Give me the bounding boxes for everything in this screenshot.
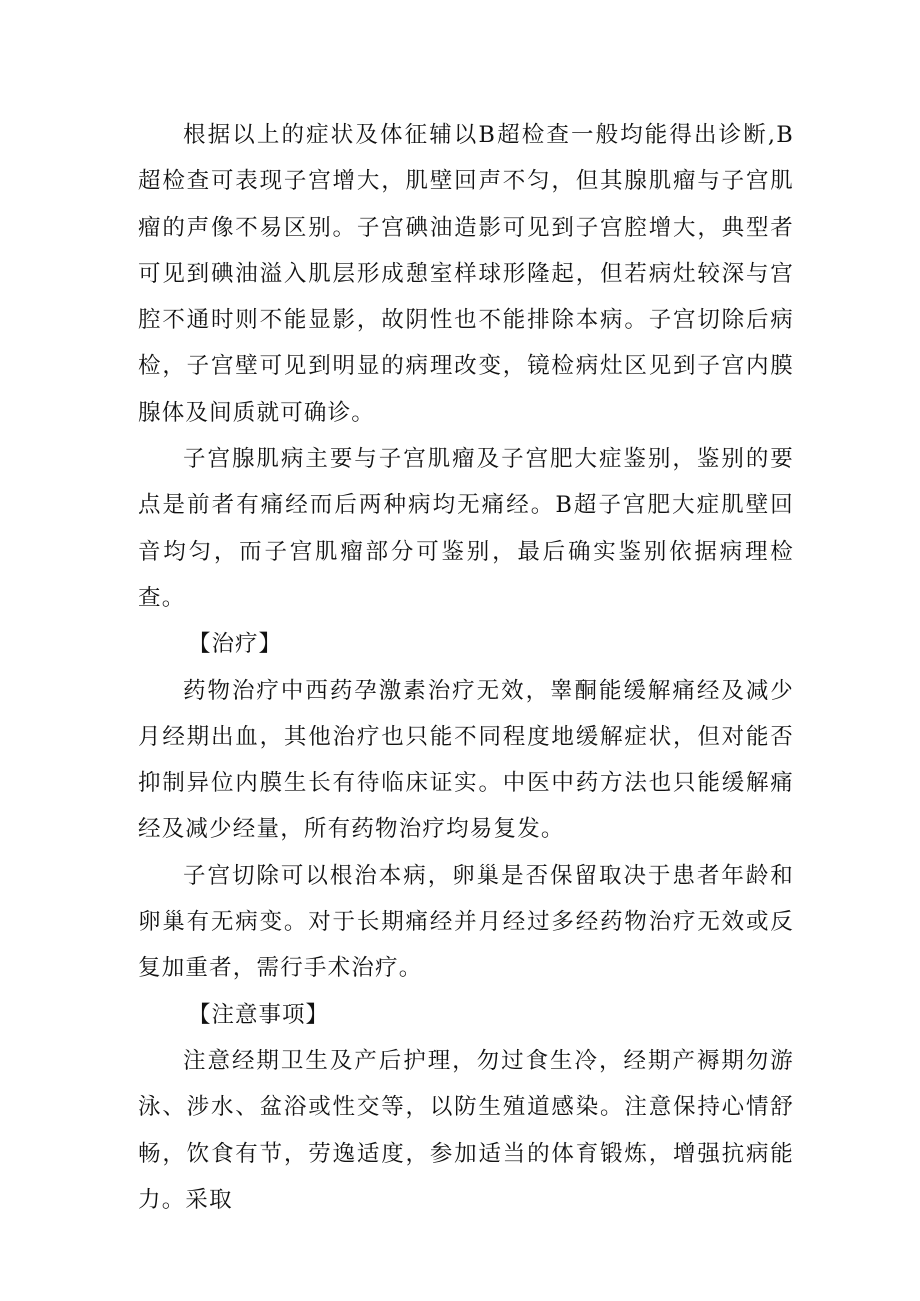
differential-diagnosis-paragraph: 子宫腺肌病主要与子宫肌瘤及子宫肥大症鉴别，鉴别的要点是前者有痛经而后两种病均无痛经。B超子宫肥大症肌壁回音均匀，而子宫肌瘤部分可鉴别，最后确实鉴别依据病理检查。 — [138, 446, 794, 611]
drug-treatment-paragraph: 药物治疗中西药孕激素治疗无效，睾酮能缓解痛经及减少月经期出血，其他治疗也只能不同程度地缓解症状，但对能否抑制异位内膜生长有待临床证实。中医中药方法也只能缓解痛经及减少经量，所有药物治疗均易复发。 — [138, 677, 794, 843]
precautions-paragraph: 注意经期卫生及产后护理，勿过食生冷，经期产褥期勿游泳、涉水、盆浴或性交等，以防生殖道感染。注意保持心情舒畅，饮食有节，劳逸适度，参加适当的体育锻炼，增强抗病能力。采取 — [138, 1047, 794, 1213]
precautions-heading: 【注意事项】 — [188, 1001, 330, 1028]
document-page — [138, 112, 794, 1223]
diagnosis-paragraph: 根据以上的症状及体征辅以B超检查一般均能得出诊断,B超检查可表现子宫增大，肌壁回声不匀，但其腺肌瘤与子宫肌瘤的声像不易区别。子宫碘油造影可见到子宫腔增大，典型者可见到碘油溢入肌层形成憩室样球形隆起，但若病灶较深与宫腔不通时则不能显影，故阴性也不能排除本病。子宫切除后病检，子宫壁可见到明显的病理改变，镜检病灶区见到子宫内膜腺体及间质就可确诊。 — [138, 122, 794, 426]
surgical-treatment-paragraph: 子宫切除可以根治本病，卵巢是否保留取决于患者年龄和卵巢有无病变。对于长期痛经并月经过多经药物治疗无效或反复加重者，需行手术治疗。 — [138, 862, 794, 982]
treatment-heading: 【治疗】 — [188, 631, 283, 658]
